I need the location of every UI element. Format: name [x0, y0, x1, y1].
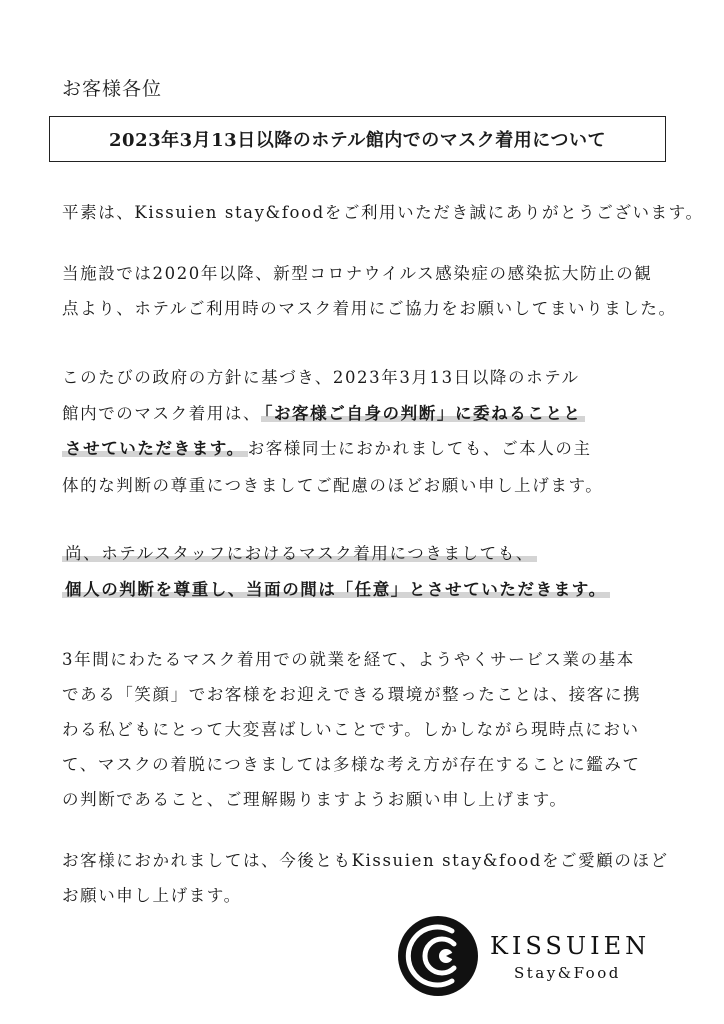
policy-highlight-2: させていただきます。 [62, 439, 248, 458]
staff-highlight-1: 尚、ホテルスタッフにおけるマスク着用につきましても、 [62, 544, 537, 563]
staff-highlight-2: 個人の判断を尊重し、当面の間は「任意」とさせていただきます。 [62, 580, 610, 599]
logo-name: KISSUIEN [490, 932, 651, 960]
paragraph-message-line-4: て、マスクの着脱につきましては多様な考え方が存在することに鑑みて [62, 755, 641, 774]
kissuien-logo [396, 914, 686, 998]
paragraph-message-line-2: である「笑顔」でお客様をお迎えできる環境が整ったことは、接客に携 [62, 685, 642, 704]
paragraph-greeting-line-1: 平素は、Kissuien stay&foodをご利用いただき誠にありがとうございます。 [62, 203, 704, 222]
paragraph-message-line-1: 3年間にわたるマスク着用での就業を経て、ようやくサービス業の基本 [62, 650, 635, 669]
paragraph-message-line-3: わる私どもにとって大変喜ばしいことです。しかしながら現時点におい [62, 720, 640, 739]
salutation: お客様各位 [62, 78, 163, 100]
paragraph-closing-line-1: お客様におかれましては、今後ともKissuien stay&foodをご愛顧のほど [62, 851, 669, 870]
logo-subtitle: Stay&Food [514, 964, 621, 982]
paragraph-policy-line-3 [62, 441, 592, 458]
paragraph-staff-line-1 [62, 546, 537, 563]
paragraph-policy-line-1: このたびの政府の方針に基づき、2023年3月13日以降のホテル [62, 368, 580, 387]
paragraph-message-line-5: の判断であること、ご理解賜りますようお願い申し上げます。 [62, 790, 568, 809]
paragraph-policy-line-4: 体的な判断の尊重につきましてご配慮のほどお願い申し上げます。 [62, 476, 604, 495]
page-title: 2023年3月13日以降のホテル館内でのマスク着用について [49, 116, 666, 162]
paragraph-background-line-1: 当施設では2020年以降、新型コロナウイルス感染症の感染拡大防止の観 [62, 264, 653, 283]
kissuien-logo-mark-icon [396, 914, 480, 998]
paragraph-staff-line-2 [62, 582, 610, 599]
paragraph-background-line-2: 点より、ホテルご利用時のマスク着用にご協力をお願いしてまいりました。 [62, 299, 677, 318]
policy-text: 館内でのマスク着用は、 [62, 404, 262, 423]
policy-text-2: お客様同士におかれましても、ご本人の主 [247, 439, 592, 458]
paragraph-closing-line-2: お願い申し上げます。 [62, 886, 242, 905]
paragraph-policy-line-2 [62, 406, 585, 423]
policy-highlight-1: 「お客様ご自身の判断」に委ねることと [261, 404, 585, 423]
